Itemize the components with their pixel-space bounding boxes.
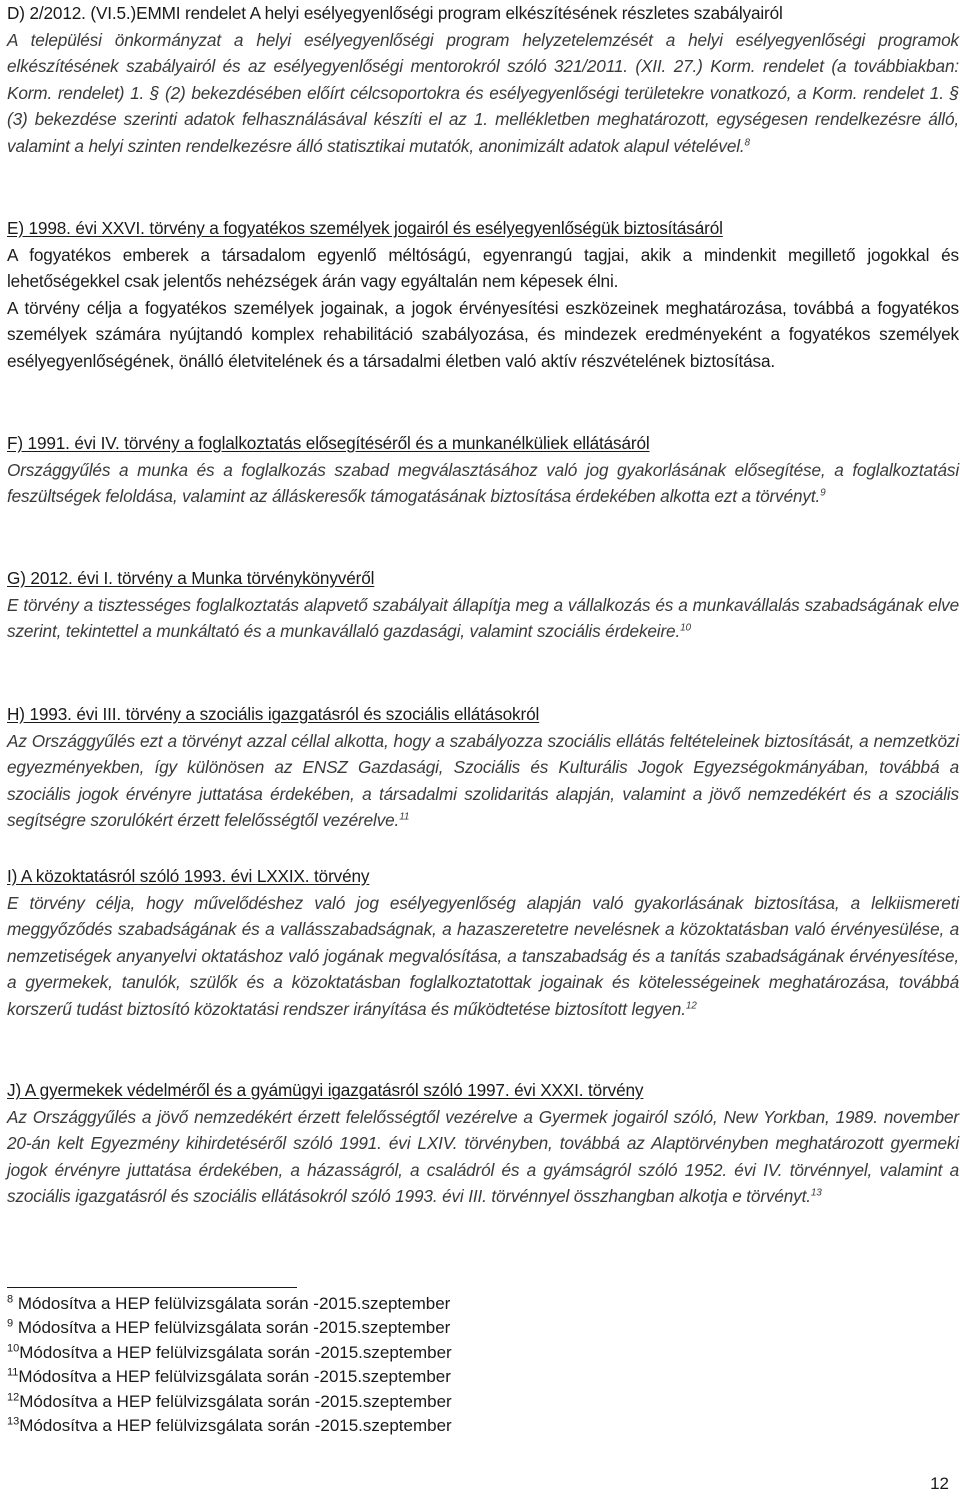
section-heading: D) 2/2012. (VI.5.)EMMI rendelet A helyi esélyegyenlőségi program elkészítésének részletes szabályairól (7, 3, 783, 23)
section-paragraph: Országgyűlés a munka és a foglalkozás szabad megválasztásához való jog gyakorlásának elősegítése, a foglalkoztatási feszültségek feloldása, valamint az álláskeresők támogatásának biztosítása érdekében alkotta ezt a törvényt.$^9$ (7, 459, 959, 506)
section-paragraph: E törvény célja, hogy művelődéshez való jog esélyegyenlőség alapján való gyakorlásának biztosítása, a lelkiismereti meggyőződés szabadságának és a vallásszabadságnak, a hazaszeretetre nevelésnek a közoktatásban való érvényesülése, a nemzetiségek anyanyelvi oktatáshoz való jogának megvalósítása, a tanszabadság és a tanítás szabadságának érvényesítése, a gyermekek, tanulók, szülők és a közoktatásban foglalkoztatottak jogainak és kötelességeinek meghatározása, továbbá korszerű tudást biztosító közoktatási rendszer irányítása és működtetése biztosított legyen.$^{12}$ (7, 892, 959, 1019)
footnote-ref[interactable]: 9 (820, 487, 826, 499)
footnote-ref[interactable]: 13 (810, 1187, 822, 1199)
section-heading: J) A gyermekek védelméről és a gyámügyi igazgatásról szóló 1997. évi XXXI. törvény (7, 1080, 644, 1100)
page-number: 12 (930, 1474, 949, 1493)
footnotes (7, 1292, 452, 1438)
footnote: $^{11}$Módosítva a HEP felülvizsgálata során -2015.szeptember (7, 1366, 451, 1387)
section-paragraph: Az Országgyűlés ezt a törvényt azzal céllal alkotta, hogy a szabályozza szociális ellátás feltételeinek biztosítását, a nemzetközi egyezményekben, így különösen az ENSZ Gazdasági, Szociális és Kulturális Jogok Egyezségokmányában, továbbá a szociális jogok érvényre juttatása érdekében, a társadalmi szolidaritás alapján, valamint a jövő nemzedékért és a szociális segítségre szorulókért érzett felelősségtől vezérelve.$^{11}$ (7, 730, 959, 830)
footnote: $^{13}$Módosítva a HEP felülvizsgálata során -2015.szeptember (7, 1415, 452, 1436)
section-paragraph: Az Országgyűlés a jövő nemzedékért érzett felelősségtől vezérelve a Gyermek jogairól szóló, New Yorkban, 1989. november 20-án kelt Egyezmény kihirdetéséről szóló 1991. évi LXIV. törvényben, továbbá az Alaptörvényben meghatározott gyermeki jogok érvényre juttatása érdekében, a házasságról, a családról és a gyámságról szóló 1952. évi IV. törvénnyel, valamint a szociális igazgatásról és szociális ellátásokról szóló 1993. évi III. törvénnyel összhangban alkotja e törvényt.$^{13}$ (7, 1106, 959, 1206)
section-f (7, 430, 959, 510)
section-e (7, 215, 959, 374)
section-heading: G) 2012. évi I. törvény a Munka törvénykönyvéről (7, 568, 375, 588)
section-d (7, 0, 959, 159)
section-heading: H) 1993. évi III. törvény a szociális igazgatásról és szociális ellátásokról (7, 704, 540, 724)
footnote-ref[interactable]: 12 (685, 999, 697, 1011)
footnote-ref[interactable]: 8 (744, 136, 750, 148)
section-heading: E) 1998. évi XXVI. törvény a fogyatékos személyek jogairól és esélyegyenlőségük biztosításáról (7, 218, 723, 238)
footnote-separator (7, 1287, 297, 1288)
section-i (7, 863, 959, 1022)
footnote: $^8$ Módosítva a HEP felülvizsgálata során -2015.szeptember (7, 1293, 451, 1313)
section-paragraph: A fogyatékos emberek a társadalom egyenlő méltóságú, egyenrangú tagjai, akik a mindenkit megillető jogokkal és lehetőségekkel csak jelentős nehézségek árán vagy egyáltalán nem képesek élni. (7, 244, 959, 291)
footnote: $^{12}$Módosítva a HEP felülvizsgálata során -2015.szeptember (7, 1390, 452, 1411)
footnote-ref[interactable]: 10 (680, 622, 691, 634)
section-heading: F) 1991. évi IV. törvény a foglalkoztatás elősegítéséről és a munkanélküliek ellátásáról (7, 433, 650, 453)
section-paragraph: A törvény célja a fogyatékos személyek jogainak, a jogok érvényesítési eszközeinek meghatározása, továbbá a fogyatékos személyek számára nyújtandó komplex rehabilitáció szabályozása, és mindezek eredményeként a fogyatékos személyek esélyegyenlőségének, önálló életvitelének és a társadalmi életben való aktív részvételének biztosítása. (7, 297, 959, 371)
section-paragraph: A települési önkormányzat a helyi esélyegyenlőségi program helyzetelemzését a helyi esélyegyenlőségi programok elkészítésének szabályairól és az esélyegyenlőségi mentorokról szóló 321/2011. (XII. 27.) Korm. rendelet (a továbbiakban: Korm. rendelet) 1. § (2) bekezdésében előírt célcsoportokra és esélyegyenlőségi területekre vonatkozó, a Korm. rendelet 1. § (3) bekezdése szerinti adatok felhasználásával készíti el az 1. mellékletben meghatározott, egységesen rendelkezésre álló, valamint a helyi szinten rendelkezésre álló statisztikai mutatók, anonimizált adatok alapul vételével.$^8$ (7, 29, 959, 156)
footnote: $^{10}$Módosítva a HEP felülvizsgálata során -2015.szeptember (7, 1342, 452, 1362)
section-paragraph: E törvény a tisztességes foglalkoztatás alapvető szabályait állapítja meg a vállalkozás és a munkavállalás szabadságának elve szerint, tekintettel a munkáltató és a munkavállaló gazdasági, valamint szociális érdekeire.$^{10}$ (7, 594, 959, 641)
section-j (7, 1077, 959, 1210)
footnote: $^9$ Módosítva a HEP felülvizsgálata során -2015.szeptember (7, 1317, 451, 1338)
footnote-ref[interactable]: 11 (399, 811, 410, 823)
section-h (7, 701, 959, 834)
section-g (7, 565, 959, 645)
section-heading: I) A közoktatásról szóló 1993. évi LXXIX. törvény (7, 866, 370, 886)
